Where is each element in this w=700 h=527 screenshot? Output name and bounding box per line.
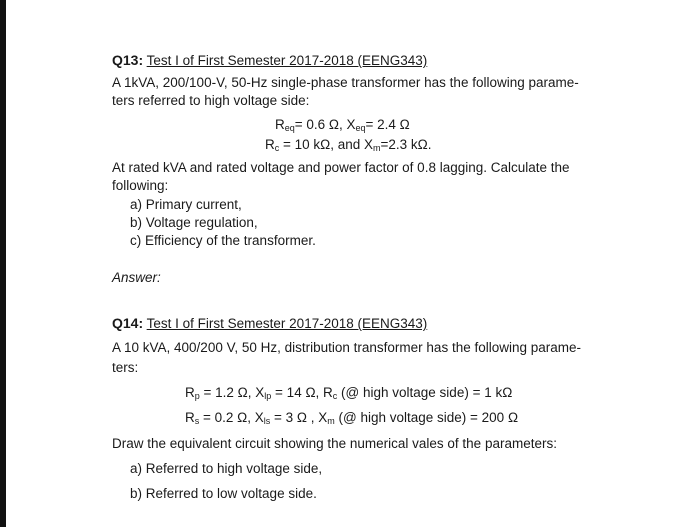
q13-eq1-r: R	[275, 117, 285, 132]
q14-xm-val: (@ high voltage side) = 200 Ω	[334, 410, 519, 425]
q13-eq1-x-sub: eq	[355, 123, 366, 133]
left-edge-bar	[0, 0, 6, 527]
q13-answer-label: Answer:	[112, 270, 161, 285]
q13-intro-line2: ters referred to high voltage side:	[112, 93, 310, 108]
q14-xls-sub: ls	[263, 416, 271, 426]
q13-equation-1	[275, 117, 410, 133]
q13-heading	[112, 52, 427, 69]
q14-rp: R	[185, 385, 195, 400]
q13-item-a: a) Primary current,	[130, 197, 242, 212]
q14-params-row2	[185, 410, 518, 426]
q13-label: Q13:	[112, 52, 144, 68]
q14-rs: R	[185, 410, 195, 425]
q13-source: Test I of First Semester 2017-2018 (EENG343)	[146, 53, 428, 68]
q13-condition-line1: At rated kVA and rated voltage and power factor of 0.8 lagging. Calculate the	[112, 160, 570, 175]
q14-params-row1	[185, 385, 512, 401]
q13-eq1-r-val: = 0.6 Ω, X	[294, 117, 356, 132]
q14-xlp-val: = 14 Ω, R	[271, 385, 333, 400]
q14-intro-line1: A 10 kVA, 400/200 V, 50 Hz, distribution transformer has the following parame-	[112, 340, 582, 355]
q14-source: Test I of First Semester 2017-2018 (EENG343)	[146, 316, 428, 331]
q13-item-b: b) Voltage regulation,	[130, 215, 258, 230]
q14-label: Q14:	[112, 315, 144, 331]
q13-eq1-r-sub: eq	[284, 123, 295, 133]
q14-intro-line2: ters:	[112, 360, 139, 375]
q14-rp-sub: p	[194, 391, 200, 401]
q13-eq1-x-val: = 2.4 Ω	[365, 117, 410, 132]
q14-xm-sub: m	[327, 416, 335, 426]
q13-equation-2	[265, 137, 432, 153]
q14-xls-val: = 3 Ω , X	[270, 410, 328, 425]
q13-eq2-rc-val: = 10 kΩ, and X	[279, 137, 374, 152]
q13-item-c: c) Efficiency of the transformer.	[130, 233, 316, 248]
q14-rc-sub: c	[332, 391, 338, 401]
q14-draw-instruction: Draw the equivalent circuit showing the numerical vales of the parameters:	[112, 436, 557, 451]
q14-item-b: b) Referred to low voltage side.	[130, 486, 317, 501]
q13-condition-line2: following:	[112, 178, 169, 193]
q14-rc-val: (@ high voltage side) = 1 kΩ	[337, 385, 513, 400]
q14-item-a: a) Referred to high voltage side,	[130, 461, 323, 476]
q14-xlp-sub: lp	[264, 391, 272, 401]
q14-rs-val: = 0.2 Ω, X	[199, 410, 264, 425]
q13-eq2-xm-val: =2.3 kΩ.	[380, 137, 432, 152]
q13-eq2-rc-sub: c	[274, 143, 280, 153]
q14-heading	[112, 315, 427, 332]
q13-intro-line1: A 1kVA, 200/100-V, 50-Hz single-phase transformer has the following parame-	[112, 75, 579, 90]
q14-rp-val: = 1.2 Ω, X	[199, 385, 265, 400]
q13-eq2-rc: R	[265, 137, 275, 152]
q13-eq2-xm-sub: m	[373, 143, 381, 153]
q14-rs-sub: s	[194, 416, 200, 426]
